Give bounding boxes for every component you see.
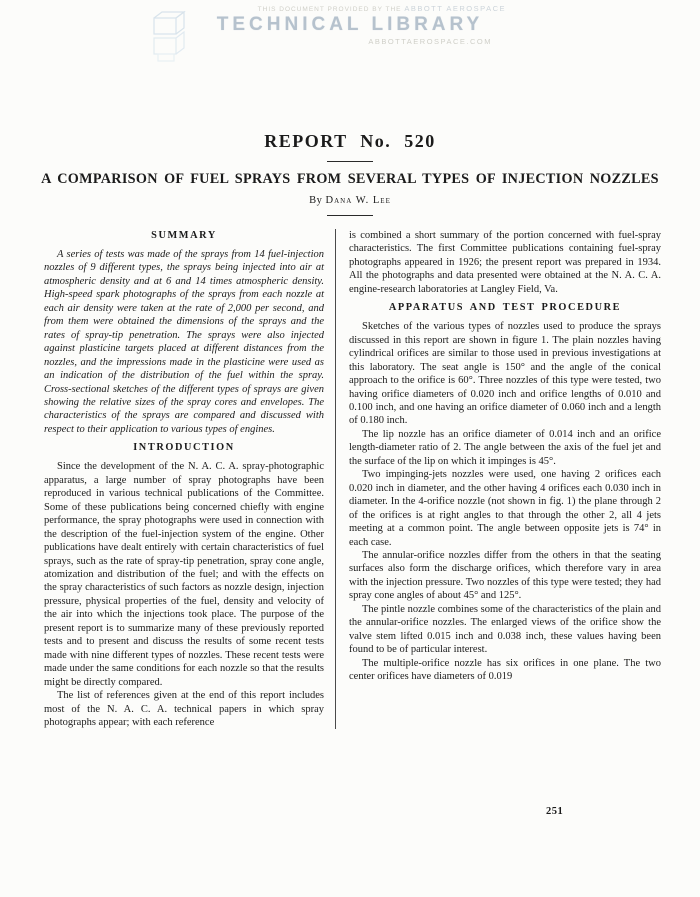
byline-prefix: By <box>309 195 323 206</box>
continuation-paragraph: is combined a short summary of the portion concerned with fuel-spray characteristics. The first Committee publications containing fuel-spray photographs appeared in 1926; the present report was prepared in 1934. All the photographs and data presented were obtained at the N. A. C. A. engine-research laboratories at Langley Field, Va. <box>349 230 661 295</box>
watermark-provided-line <box>180 4 520 13</box>
summary-heading: SUMMARY <box>151 230 217 241</box>
apparatus-paragraph-2: The lip nozzle has an orifice diameter of 0.014 inch and an orifice length-diameter ratio of 2. The angle between the axis of the fuel jet and the surface of the lip on which it impinges is 45°. <box>349 428 661 467</box>
introduction-paragraph-1: Since the development of the N. A. C. A. spray-photographic apparatus, a large number of spray photographs have been reproduced in various technical publications of the Committee. Some of these publications being concerned chiefly with engine performance, the spray photographs were used in connection with the description of the fuel-injection system of the engine. Other publications have dealt entirely with certain characteristics of fuel sprays, such as the rate of spray-tip penetration, spray cone angle, atomization and distribution of the fuel; and with the effects on the spray characteristics of such factors as nozzle design, injection pressure, physical properties of the fuel, density and velocity of the air into which the injections took place. The purpose of the present report is to summarize many of these previously reported tests and to present and discuss the results of some recent tests made with nine different types of nozzles. These recent tests were made under the same conditions for each nozzle so that the results might be directly compared. <box>44 461 324 688</box>
apparatus-paragraph-5: The pintle nozzle combines some of the characteristics of the plain and the annular-orifice nozzles. The enlarged views of the orifice show the valve stem lifted 0.015 inch and 0.038 inch, these values having been found to be of particular interest. <box>349 603 661 656</box>
introduction-paragraph-2: The list of references given at the end of this report includes most of the N. A. C. A. technical papers in which spray photographs appear; with each reference <box>44 690 324 728</box>
author-name: Dana W. Lee <box>325 195 391 206</box>
watermark-library-title: TECHNICAL LIBRARY <box>216 14 484 35</box>
watermark-header <box>180 4 520 46</box>
page-title: A COMPARISON OF FUEL SPRAYS FROM SEVERAL TYPES OF INJECTION NOZZLES <box>41 171 659 187</box>
apparatus-paragraph-1: Sketches of the various types of nozzles used to produce the sprays discussed in this report are shown in figure 1. The plain nozzles having cylindrical orifices are similar to those used in previous investigations at this laboratory. The seat angle is 150° and the angle of the conical approach to the orifice is 60°. Three nozzles of this type were tested, two having orifice diameters of 0.020 inch and orifice lengths of 0.010 and 0.100 inch, and one having an orifice diameter of 0.060 inch and a length of 0.180 inch. <box>349 321 661 427</box>
apparatus-paragraph-6: The multiple-orifice nozzle has six orifices in one plane. The two center orifices have diameters of 0.019 <box>349 657 661 683</box>
introduction-heading: INTRODUCTION <box>133 442 235 454</box>
divider-rule-byline <box>327 215 373 216</box>
byline <box>0 195 700 206</box>
watermark-brand: ABBOTT AEROSPACE <box>404 4 506 13</box>
watermark-provided-prefix: THIS DOCUMENT PROVIDED BY THE <box>257 6 402 13</box>
report-number: REPORT No. 520 <box>264 131 436 151</box>
two-column-body <box>44 229 662 729</box>
right-column <box>336 229 661 729</box>
watermark-site-url[interactable]: ABBOTTAEROSPACE.COM <box>368 37 492 46</box>
apparatus-heading: APPARATUS AND TEST PROCEDURE <box>388 302 622 314</box>
left-column <box>44 229 336 729</box>
divider-rule-top <box>327 161 373 162</box>
apparatus-paragraph-3: Two impinging-jets nozzles were used, one having 2 orifices each 0.020 inch in diameter, and the other having 4 orifices each 0.030 inch in diameter. In the 4-orifice nozzle (not shown in fig. 1) the plane through 2 of the orifices is at right angles to that through the other 2, all 4 jets meeting at a common point. The angle between opposite jets is 74° in each case. <box>349 469 661 548</box>
summary-paragraph: A series of tests was made of the sprays from 14 fuel-injection nozzles of 9 different types, the sprays being injected into air at atmospheric density and at 6 and 14 times atmospheric density. High-speed spark photographs of the sprays from each nozzle at each air density were taken at the rate of 2,000 per second, and from them were obtained the dimensions of the sprays and the rates of spray-tip penetration. The sprays were also injected against plasticine targets placed at different distances from the nozzles, and the impressions made in the plasticine were used as an indication of the distribution of the fuel within the spray. Cross-sectional sketches of the different types of sprays are given showing the relative sizes of the spray cores and envelopes. The characteristics of the sprays are compared and discussed with respect to their application to various types of engines. <box>44 249 324 435</box>
abbott-aerospace-cube-logo-icon <box>148 10 190 67</box>
apparatus-paragraph-4: The annular-orifice nozzles differ from the others in that the seating surfaces also form the discharge orifices, which therefore vary in area with the injection pressure. Two nozzles of this type were tested; they had spray cone angles of about 45° and 125°. <box>349 549 661 602</box>
page-number: 251 <box>546 806 564 817</box>
